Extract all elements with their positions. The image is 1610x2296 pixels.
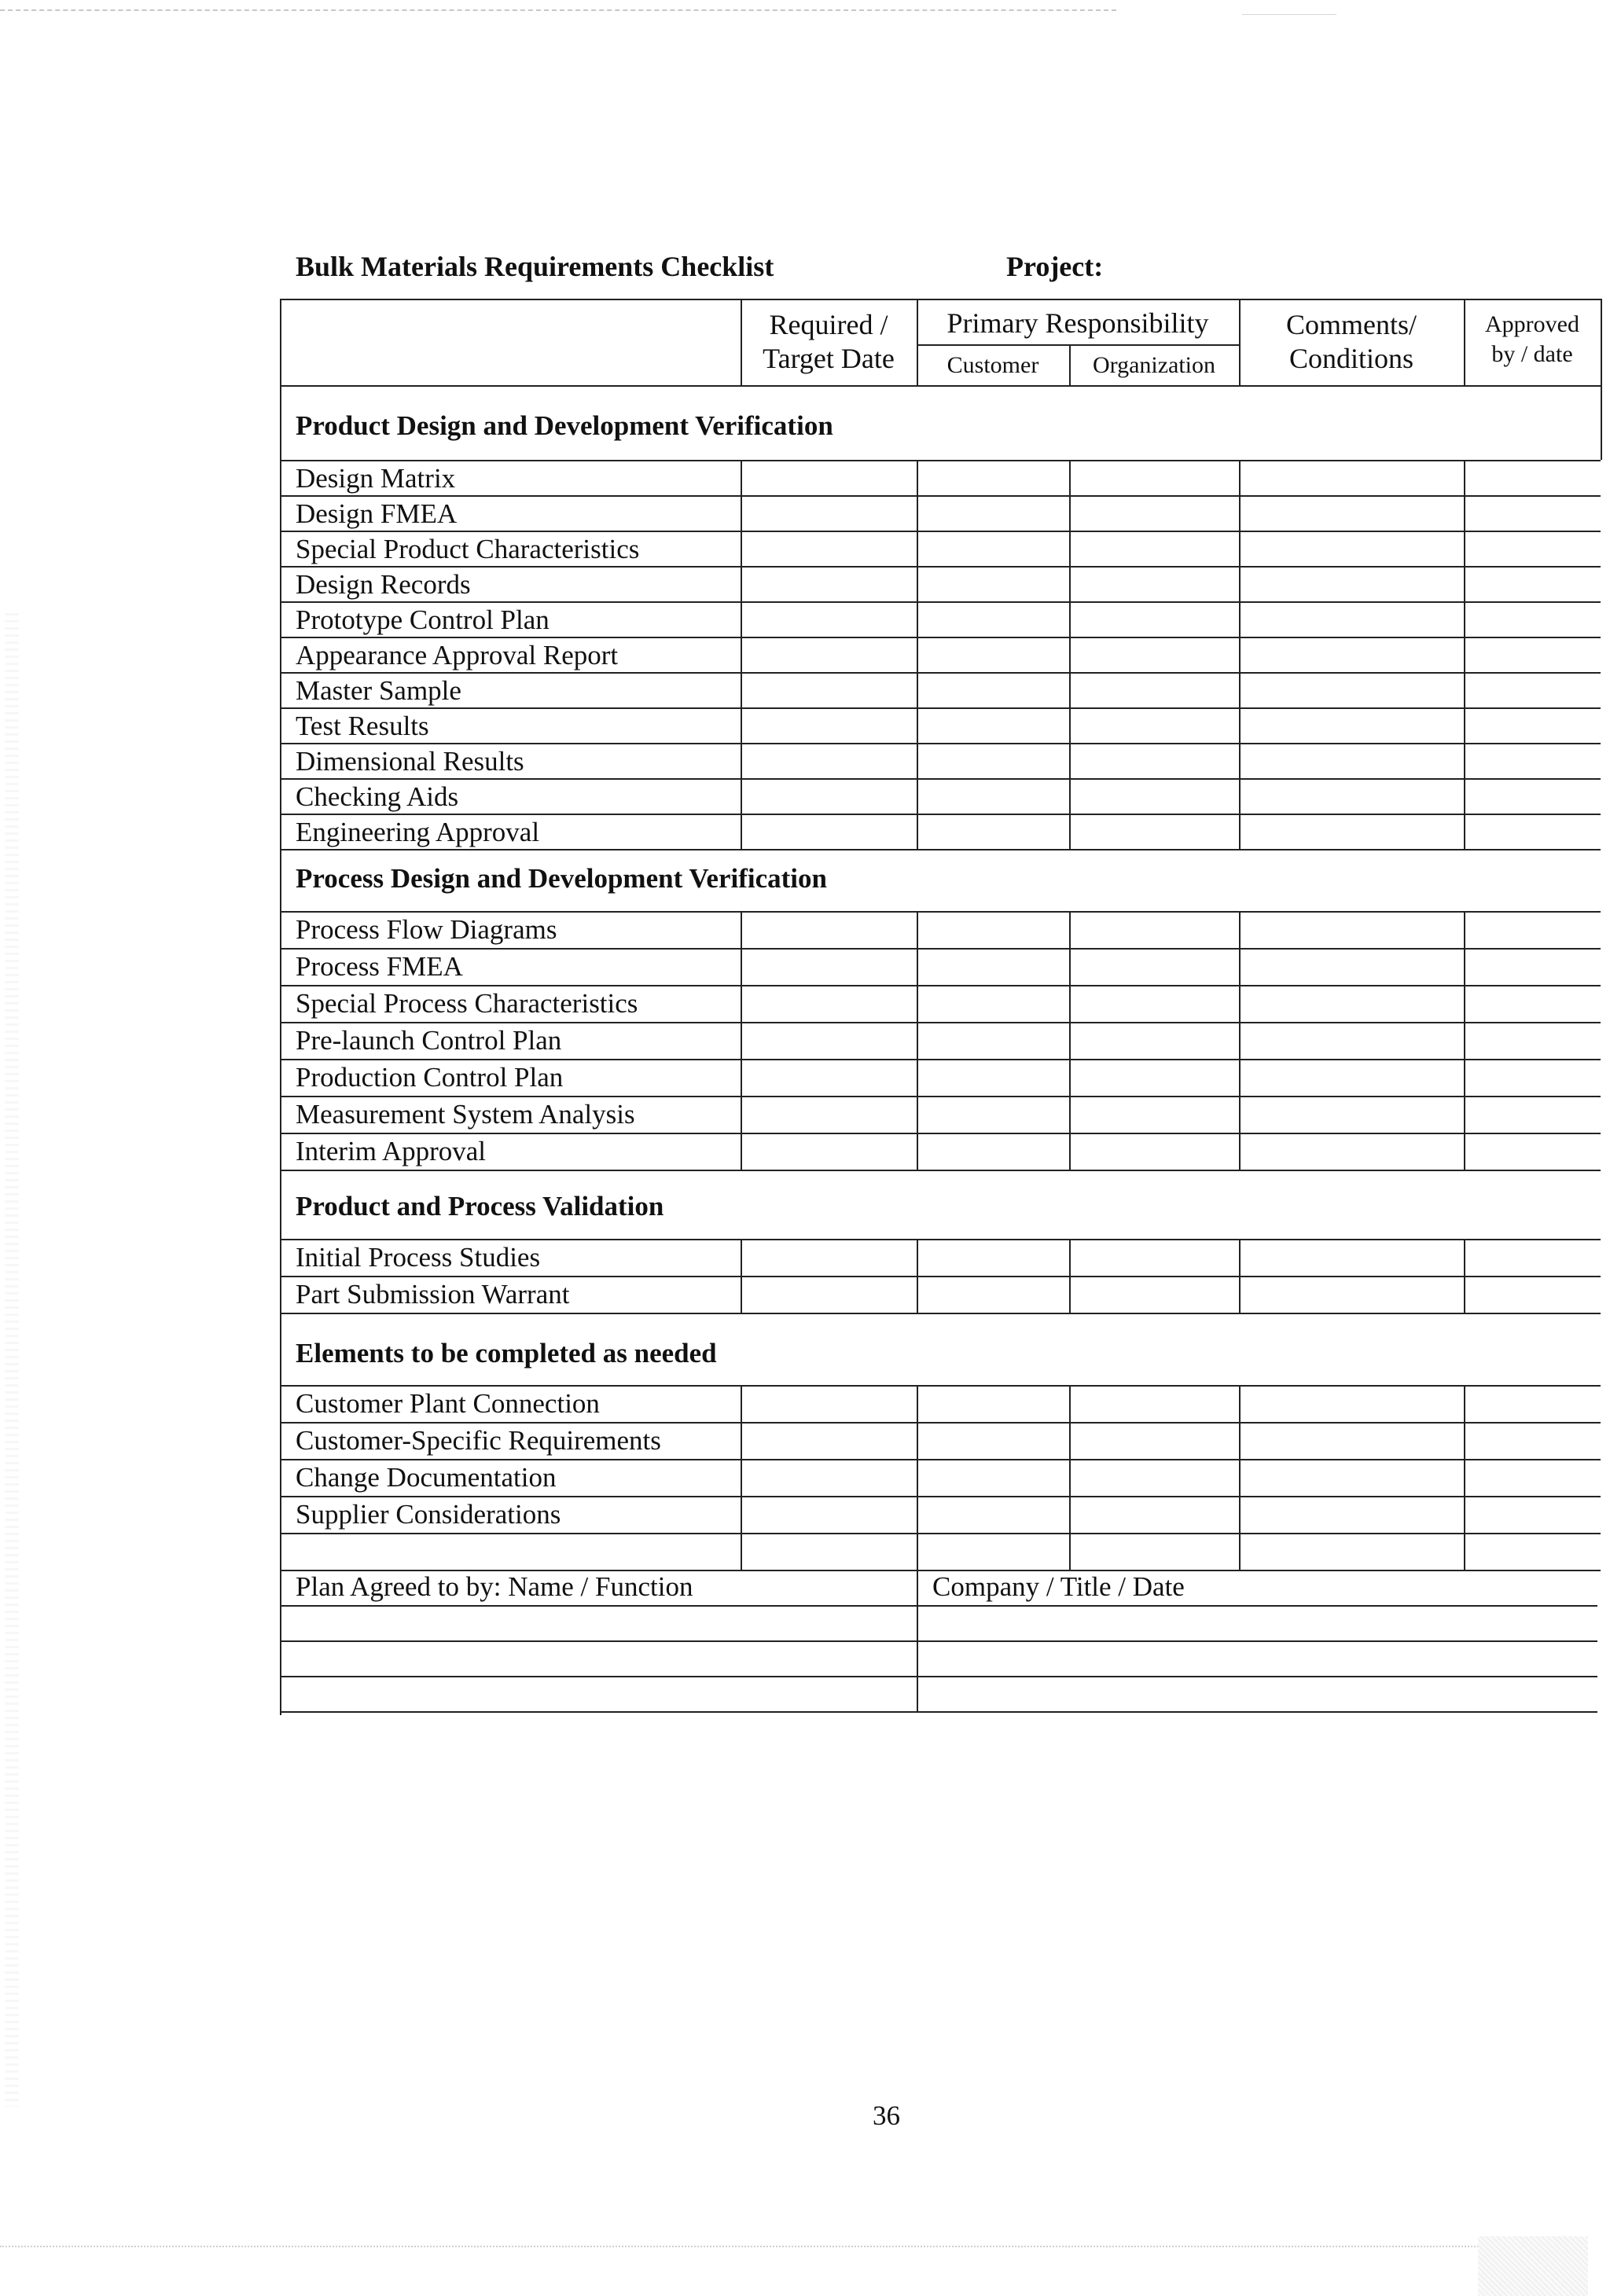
cell-rule [1239, 495, 1241, 531]
cell-rule [1464, 1422, 1465, 1459]
cell-rule [741, 743, 742, 778]
list-item: Design Records [296, 569, 471, 600]
cell-rule [1464, 948, 1465, 985]
row-rule [280, 495, 1601, 497]
cell-rule [1239, 566, 1241, 601]
cell-rule [1464, 1276, 1465, 1313]
column-header-approved-by-date: Approved by / date [1485, 311, 1579, 367]
row-rule [280, 531, 1601, 532]
list-item: Master Sample [296, 675, 461, 706]
cell-rule [1239, 1533, 1241, 1570]
checklist-table [280, 299, 1601, 1715]
list-item: Customer Plant Connection [296, 1388, 600, 1419]
cell-rule [1464, 985, 1465, 1022]
list-item: Process FMEA [296, 951, 463, 982]
cell-rule [1239, 1459, 1241, 1496]
cell-rule [917, 637, 918, 672]
row-rule [280, 1133, 1601, 1134]
section-rule [280, 460, 1601, 461]
cell-rule [1239, 707, 1241, 743]
cell-rule [1464, 707, 1465, 743]
cell-rule [1239, 1239, 1241, 1276]
cell-rule [1239, 460, 1241, 495]
cell-rule [917, 1096, 918, 1133]
cell-rule [917, 1385, 918, 1422]
row-rule [280, 1096, 1601, 1097]
cell-rule [1464, 637, 1465, 672]
cell-rule [1464, 911, 1465, 948]
list-item: Design FMEA [296, 498, 458, 529]
cell-rule [741, 1239, 742, 1276]
row-rule [280, 1459, 1601, 1460]
scan-artifact-corner [1478, 2236, 1588, 2296]
document-title: Bulk Materials Requirements Checklist [296, 251, 774, 282]
cell-rule [1069, 1276, 1071, 1313]
cell-rule [917, 531, 918, 566]
row-rule [280, 566, 1601, 568]
row-rule [280, 1496, 1601, 1497]
cell-rule [1069, 985, 1071, 1022]
scan-artifact-top-2 [1242, 14, 1336, 15]
cell-rule [1239, 1133, 1241, 1170]
cell-rule [1069, 1022, 1071, 1059]
cell-rule [1239, 1385, 1241, 1422]
cell-rule [1069, 1385, 1071, 1422]
page-number: 36 [873, 2100, 900, 2131]
row-rule [280, 1533, 1601, 1534]
scan-artifact-bottom [0, 2246, 1494, 2247]
cell-rule [741, 707, 742, 743]
cell-rule [917, 1422, 918, 1459]
cell-rule [1069, 948, 1071, 985]
list-item: Appearance Approval Report [296, 640, 619, 670]
cell-rule [741, 1533, 742, 1570]
cell-rule [1069, 707, 1071, 743]
cell-rule [1239, 911, 1241, 948]
scan-artifact-top [0, 9, 1116, 11]
list-item: Checking Aids [296, 781, 459, 812]
cell-rule [1239, 1059, 1241, 1096]
list-item: Customer-Specific Requirements [296, 1425, 661, 1456]
signoff-company-title-date-label: Company / Title / Date [932, 1571, 1185, 1602]
row-rule [280, 985, 1601, 986]
cell-rule [741, 1059, 742, 1096]
cell-rule [917, 601, 918, 637]
list-item: Measurement System Analysis [296, 1099, 635, 1130]
cell-rule [1239, 672, 1241, 707]
cell-rule [917, 778, 918, 814]
column-header-comments-conditions: Comments/ Conditions [1285, 309, 1417, 375]
cell-rule [917, 1022, 918, 1059]
cell-rule [1239, 1276, 1241, 1313]
row-rule [280, 1313, 1601, 1314]
cell-rule [917, 1239, 918, 1276]
list-item: Interim Approval [296, 1136, 487, 1166]
cell-rule [1239, 1022, 1241, 1059]
cell-rule [741, 672, 742, 707]
cell-rule [741, 1459, 742, 1496]
cell-rule [1239, 743, 1241, 778]
row-rule [280, 1022, 1601, 1023]
cell-rule [1069, 672, 1071, 707]
header-bottom-rule [280, 385, 1601, 387]
cell-rule [1464, 1496, 1465, 1533]
signoff-divider [917, 1566, 918, 1711]
row-rule [280, 778, 1601, 780]
cell-rule [1464, 1059, 1465, 1096]
section-rule [280, 1385, 1601, 1387]
cell-rule [1069, 743, 1071, 778]
row-rule [280, 1422, 1601, 1424]
cell-rule [1069, 601, 1071, 637]
table-left-rule [280, 299, 281, 1715]
cell-rule [741, 531, 742, 566]
list-item: Process Flow Diagrams [296, 914, 557, 945]
cell-rule [1464, 566, 1465, 601]
cell-rule [741, 1022, 742, 1059]
cell-rule [1464, 460, 1465, 495]
cell-rule [1239, 601, 1241, 637]
cell-rule [1239, 985, 1241, 1022]
cell-rule [741, 948, 742, 985]
cell-rule [1239, 814, 1241, 849]
cell-rule [1069, 814, 1071, 849]
cell-rule [1069, 1533, 1071, 1570]
column-header-primary-responsibility: Primary Responsibility [947, 307, 1209, 339]
row-rule [280, 814, 1601, 815]
signoff-row-rule [280, 1676, 1597, 1677]
cell-rule [1239, 948, 1241, 985]
column-header-required-target-date: Required / Target Date [763, 309, 895, 375]
cell-rule [741, 566, 742, 601]
row-rule [280, 672, 1601, 674]
section-rule [280, 1239, 1601, 1240]
list-item: Production Control Plan [296, 1062, 564, 1093]
cell-rule [1069, 460, 1071, 495]
row-rule [280, 1059, 1601, 1060]
cell-rule [917, 566, 918, 601]
cell-rule [741, 1096, 742, 1133]
column-header-organization: Organization [1092, 352, 1216, 378]
cell-rule [1464, 495, 1465, 531]
list-item: Initial Process Studies [296, 1242, 541, 1273]
row-rule [280, 637, 1601, 638]
cell-rule [741, 985, 742, 1022]
section-heading: Product Design and Development Verification [296, 410, 833, 441]
section-heading: Process Design and Development Verification [296, 863, 827, 894]
list-item: Engineering Approval [296, 817, 540, 847]
list-item: Special Process Characteristics [296, 988, 638, 1019]
project-label: Project: [1006, 251, 1104, 282]
section-heading: Product and Process Validation [296, 1191, 664, 1221]
cell-rule [917, 814, 918, 849]
signoff-row-rule [280, 1711, 1597, 1713]
list-item: Supplier Considerations [296, 1499, 561, 1530]
row-rule [280, 601, 1601, 603]
cell-rule [917, 1059, 918, 1096]
list-item: Special Product Characteristics [296, 534, 640, 564]
row-rule [280, 743, 1601, 744]
cell-rule [1069, 1496, 1071, 1533]
cell-rule [741, 601, 742, 637]
table-top-rule [280, 299, 1601, 300]
list-item: Part Submission Warrant [296, 1279, 570, 1310]
cell-rule [1464, 1133, 1465, 1170]
cell-rule [1464, 743, 1465, 778]
cell-rule [1069, 531, 1071, 566]
row-rule [280, 707, 1601, 709]
row-rule [280, 1276, 1601, 1277]
cell-rule [917, 1133, 918, 1170]
cell-rule [1069, 911, 1071, 948]
cell-rule [741, 814, 742, 849]
row-rule [280, 948, 1601, 950]
cell-rule [741, 637, 742, 672]
cell-rule [741, 495, 742, 531]
cell-rule [1464, 1459, 1465, 1496]
scan-artifact-left-edge [5, 613, 19, 2107]
cell-rule [917, 948, 918, 985]
row-rule [280, 1170, 1601, 1171]
cell-rule [741, 460, 742, 495]
cell-rule [1239, 637, 1241, 672]
cell-rule [741, 1133, 742, 1170]
cell-rule [1069, 495, 1071, 531]
header-responsibility-rule [917, 344, 1239, 346]
row-rule [280, 849, 1601, 850]
cell-rule [1069, 1239, 1071, 1276]
cell-rule [1464, 778, 1465, 814]
cell-rule [1464, 814, 1465, 849]
cell-rule [917, 672, 918, 707]
cell-rule [1069, 1133, 1071, 1170]
cell-rule [1069, 1096, 1071, 1133]
cell-rule [917, 743, 918, 778]
list-item: Dimensional Results [296, 746, 524, 777]
cell-rule [1464, 1096, 1465, 1133]
cell-rule [1239, 1422, 1241, 1459]
cell-rule [1069, 778, 1071, 814]
cell-rule [741, 1422, 742, 1459]
signoff-name-function-label: Plan Agreed to by: Name / Function [296, 1571, 693, 1602]
cell-rule [1069, 1459, 1071, 1496]
list-item: Test Results [296, 711, 429, 741]
cell-rule [1069, 637, 1071, 672]
cell-rule [1464, 1385, 1465, 1422]
cell-rule [1239, 1096, 1241, 1133]
cell-rule [1239, 531, 1241, 566]
cell-rule [741, 1496, 742, 1533]
cell-rule [917, 1276, 918, 1313]
list-item: Design Matrix [296, 463, 456, 494]
list-item: Prototype Control Plan [296, 604, 550, 635]
signoff-row-rule [280, 1605, 1597, 1607]
cell-rule [1464, 1239, 1465, 1276]
cell-rule [1464, 672, 1465, 707]
cell-rule [917, 1496, 918, 1533]
cell-rule [1069, 1059, 1071, 1096]
cell-rule [917, 1533, 918, 1570]
cell-rule [1464, 1533, 1465, 1570]
cell-rule [741, 1385, 742, 1422]
cell-rule [1239, 1496, 1241, 1533]
cell-rule [917, 985, 918, 1022]
cell-rule [1464, 531, 1465, 566]
cell-rule [917, 1459, 918, 1496]
section-right-rule [1601, 299, 1602, 460]
cell-rule [917, 460, 918, 495]
cell-rule [917, 707, 918, 743]
column-header-customer: Customer [947, 352, 1039, 378]
cell-rule [1069, 566, 1071, 601]
cell-rule [741, 1276, 742, 1313]
signoff-row-rule [280, 1640, 1597, 1642]
cell-rule [1239, 778, 1241, 814]
cell-rule [741, 911, 742, 948]
list-item: Pre-launch Control Plan [296, 1025, 562, 1056]
cell-rule [741, 778, 742, 814]
cell-rule [917, 911, 918, 948]
cell-rule [1069, 1422, 1071, 1459]
cell-rule [1464, 1022, 1465, 1059]
section-heading: Elements to be completed as needed [296, 1338, 717, 1368]
cell-rule [917, 495, 918, 531]
cell-rule [1464, 601, 1465, 637]
list-item: Change Documentation [296, 1462, 557, 1493]
section-rule [280, 911, 1601, 913]
